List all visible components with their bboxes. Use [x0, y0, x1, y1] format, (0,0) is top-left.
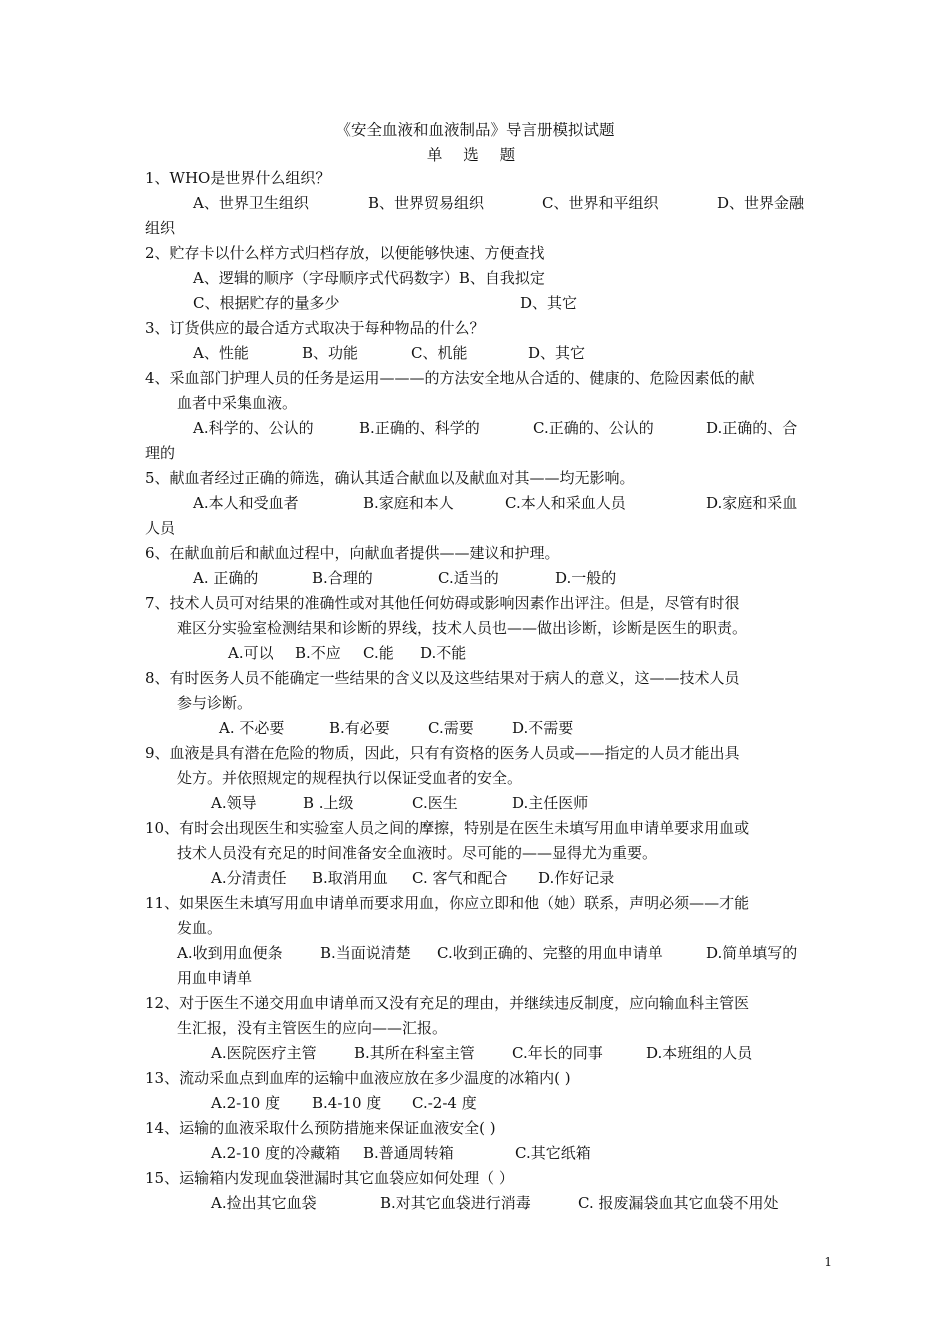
question-4-option-b: B.正确的、科学的: [359, 419, 480, 437]
question-7-option-a: A.可以: [228, 644, 274, 662]
question-14-option-a: A.2-10 度的冷藏箱: [211, 1144, 341, 1162]
question-6-option-c: C.适当的: [438, 569, 499, 587]
question-9-option-d: D.主任医师: [512, 794, 589, 812]
question-6-option-a: A. 正确的: [193, 569, 259, 587]
question-5-option-b: B.家庭和本人: [363, 494, 454, 512]
question-1-option-wrap: 组织: [145, 219, 176, 237]
question-2-stem: 2、贮存卡以什么样方式归档存放，以便能够快速、方便查找: [145, 244, 545, 262]
question-9-stem-cont: 处方。并依照规定的规程执行以保证受血者的安全。: [177, 769, 523, 787]
question-6-option-b: B.合理的: [312, 569, 373, 587]
question-10-option-b: B.取消用血: [312, 869, 388, 887]
question-12-stem: 12、对于医生不递交用血申请单而又没有充足的理由，并继续违反制度，应向输血科主管医: [145, 994, 750, 1012]
question-12-option-b: B.其所在科室主管: [354, 1044, 475, 1062]
question-14-option-b: B.普通周转箱: [363, 1144, 454, 1162]
question-12-option-c: C.年长的同事: [512, 1044, 603, 1062]
question-10-stem: 10、有时会出现医生和实验室人员之间的摩擦，特别是在医生未填写用血申请单要求用血或: [145, 819, 750, 837]
question-3-option-b: B、功能: [302, 344, 359, 362]
question-4-option-a: A.科学的、公认的: [193, 419, 314, 437]
question-14-option-c: C.其它纸箱: [515, 1144, 591, 1162]
document-title: 《安全血液和血液制品》导言册模拟试题: [335, 121, 615, 139]
question-8-option-c: C.需要: [428, 719, 474, 737]
question-8-stem: 8、有时医务人员不能确定一些结果的含义以及这些结果对于病人的意义，这——技术人员: [145, 669, 740, 687]
question-7-option-d: D.不能: [420, 644, 467, 662]
question-11-stem: 11、如果医生未填写用血申请单而要求用血，你应立即和他（她）联系，声明必须——才能: [145, 894, 750, 912]
question-13-option-a: A.2-10 度: [211, 1094, 281, 1112]
question-6-stem: 6、在献血前后和献血过程中，向献血者提供——建议和护理。: [145, 544, 560, 562]
question-15-option-c: C. 报废漏袋血其它血袋不用处: [578, 1194, 779, 1212]
question-3-option-d: D、其它: [528, 344, 586, 362]
question-10-option-c: C. 客气和配合: [412, 869, 508, 887]
question-13-stem: 13、流动采血点到血库的运输中血液应放在多少温度的冰箱内( ): [145, 1069, 571, 1087]
question-13-option-c: C.-2-4 度: [412, 1094, 477, 1112]
question-12-stem-cont: 生汇报，没有主管医生的应向——汇报。: [177, 1019, 448, 1037]
question-9-option-a: A.领导: [211, 794, 257, 812]
question-11-option-wrap: 用血申请单: [177, 969, 253, 987]
question-9-option-b: B .上级: [303, 794, 354, 812]
section-heading: 单 选 题: [426, 146, 524, 164]
question-10-option-d: D.作好记录: [538, 869, 615, 887]
question-10-stem-cont: 技术人员没有充足的时间准备安全血液时。尽可能的——显得尤为重要。: [177, 844, 658, 862]
question-9-option-c: C.医生: [412, 794, 458, 812]
question-11-option-d: D.简单填写的: [706, 944, 798, 962]
question-5-stem: 5、献血者经过正确的筛选，确认其适合献血以及献血对其——均无影响。: [145, 469, 635, 487]
question-15-stem: 15、运输箱内发现血袋泄漏时其它血袋应如何处理（ ）: [145, 1169, 514, 1187]
question-11-option-b: B.当面说清楚: [320, 944, 411, 962]
question-6-option-d: D.一般的: [555, 569, 617, 587]
question-4-option-wrap: 理的: [145, 444, 176, 462]
question-3-stem: 3、订货供应的最合适方式取决于每种物品的什么？: [145, 319, 485, 337]
question-7-option-c: C.能: [363, 644, 394, 662]
question-5-option-wrap: 人员: [145, 519, 176, 537]
question-3-option-c: C、机能: [411, 344, 468, 362]
question-15-option-a: A.捡出其它血袋: [211, 1194, 317, 1212]
question-8-option-d: D.不需要: [512, 719, 574, 737]
question-4-stem-cont: 血者中采集血液。: [177, 394, 298, 412]
question-7-option-b: B.不应: [295, 644, 341, 662]
question-5-option-d: D.家庭和采血: [706, 494, 798, 512]
question-4-option-c: C.正确的、公认的: [533, 419, 654, 437]
question-11-stem-cont: 发血。: [177, 919, 223, 937]
question-1-option-c: C、世界和平组织: [542, 194, 659, 212]
question-1-option-b: B、世界贸易组织: [368, 194, 485, 212]
question-9-stem: 9、血液是具有潜在危险的物质，因此，只有有资格的医务人员或——指定的人员才能出具: [145, 744, 740, 762]
question-11-option-a: A.收到用血便条: [177, 944, 283, 962]
question-4-option-d: D.正确的、合: [706, 419, 798, 437]
question-2-option-c: C、根据贮存的量多少: [193, 294, 340, 312]
question-10-option-a: A.分清责任: [211, 869, 287, 887]
question-8-option-b: B.有必要: [329, 719, 390, 737]
question-13-option-b: B.4-10 度: [312, 1094, 382, 1112]
question-1-option-a: A、世界卫生组织: [193, 194, 309, 212]
question-11-option-c: C.收到正确的、完整的用血申请单: [437, 944, 663, 962]
question-7-stem: 7、技术人员可对结果的准确性或对其他任何妨碍或影响因素作出评注。但是，尽管有时很: [145, 594, 740, 612]
question-3-option-a: A、性能: [193, 344, 249, 362]
question-2-option-d: D、其它: [520, 294, 578, 312]
question-14-stem: 14、运输的血液采取什么预防措施来保证血液安全( ): [145, 1119, 496, 1137]
question-12-option-d: D.本班组的人员: [646, 1044, 753, 1062]
question-15-option-b: B.对其它血袋进行消毒: [380, 1194, 531, 1212]
question-7-stem-cont: 难区分实验室检测结果和诊断的界线，技术人员也——做出诊断，诊断是医生的职责。: [177, 619, 748, 637]
question-5-option-a: A.本人和受血者: [193, 494, 299, 512]
question-12-option-a: A.医院医疗主管: [211, 1044, 317, 1062]
question-5-option-c: C.本人和采血人员: [505, 494, 626, 512]
question-1-stem: 1、WHO是世界什么组织？: [145, 169, 331, 187]
question-2-option-a: A、逻辑的顺序（字母顺序式代码数字）B、自我拟定: [193, 269, 545, 287]
question-1-option-d: D、世界金融: [717, 194, 805, 212]
page-number: 1: [824, 1255, 832, 1269]
question-8-option-a: A. 不必要: [219, 719, 285, 737]
question-8-stem-cont: 参与诊断。: [177, 694, 253, 712]
question-4-stem: 4、采血部门护理人员的任务是运用———的方法安全地从合适的、健康的、危险因素低的献: [145, 369, 755, 387]
